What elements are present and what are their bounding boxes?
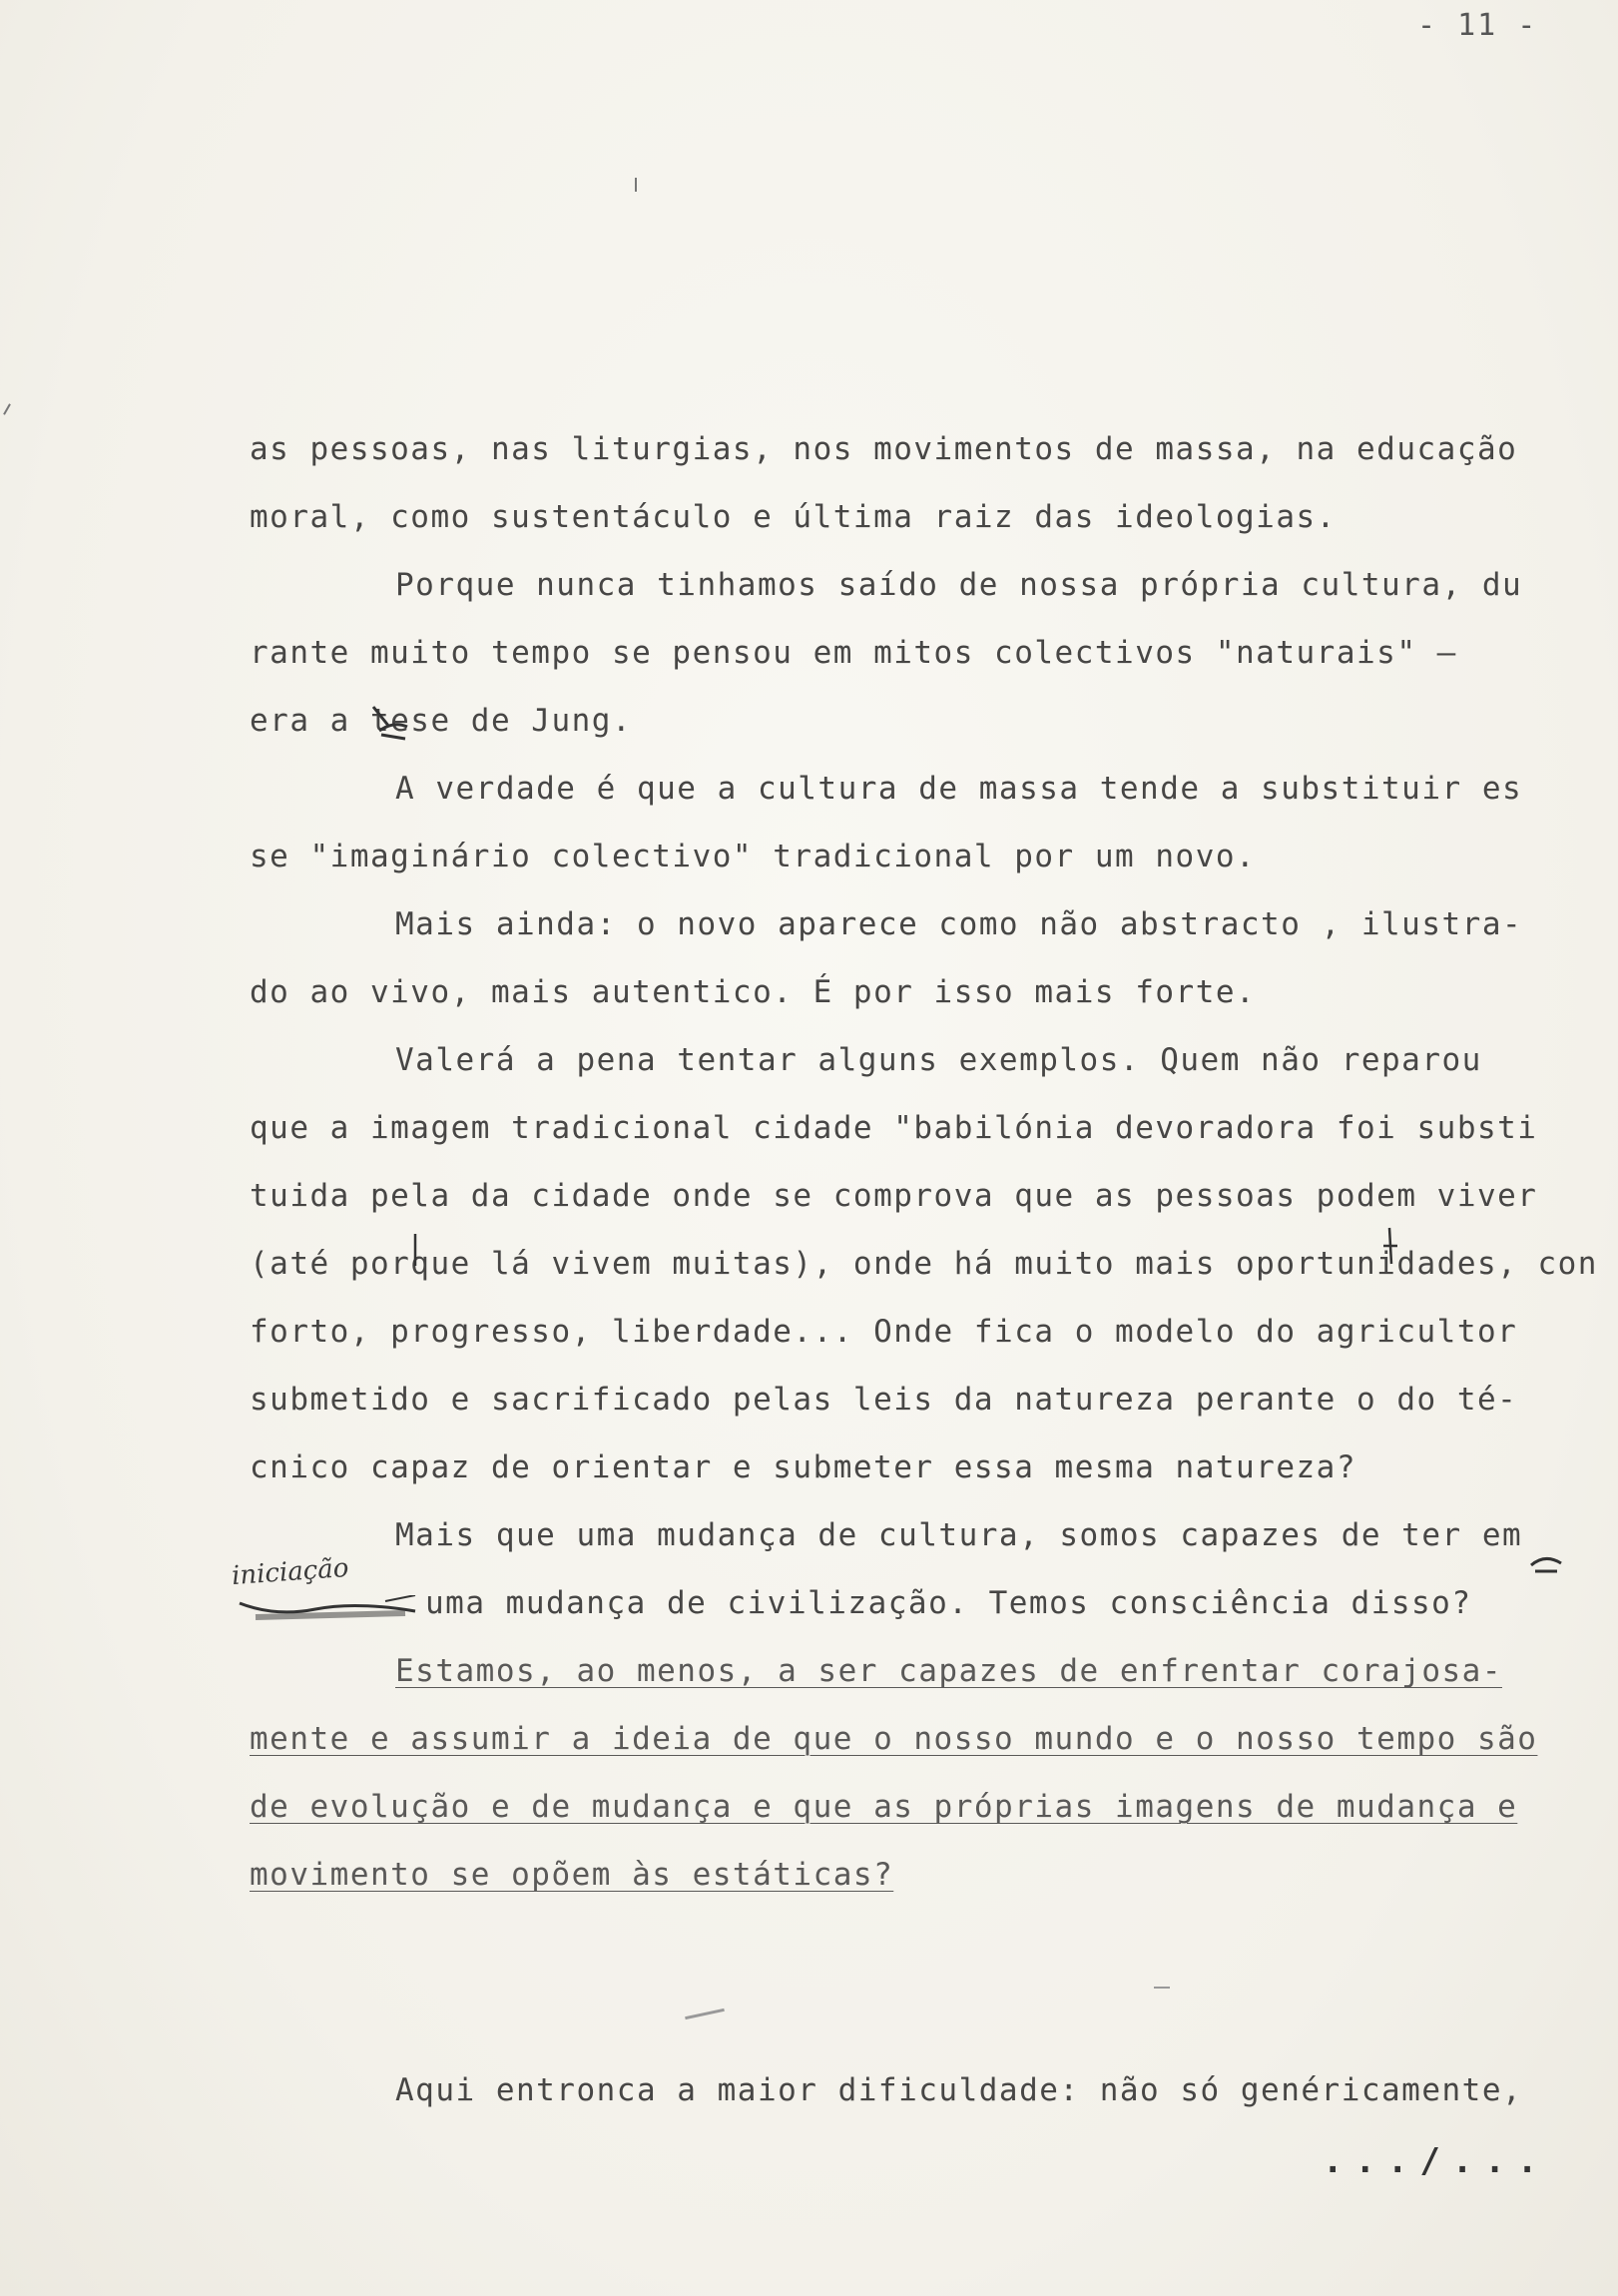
stray-mark	[1154, 1987, 1170, 1989]
stray-mark	[635, 178, 637, 192]
handwritten-insertion-mark	[401, 1230, 431, 1270]
handwritten-note: iniciação	[231, 1552, 350, 1592]
text-line: moral, como sustentáculo e última raiz das ideologias.	[250, 499, 1337, 535]
text-line: uma mudança de civilização. Temos consciência disso?	[425, 1585, 1472, 1621]
text-line: submetido e sacrificado pelas leis da natureza perante o do té-	[250, 1382, 1518, 1418]
underlined-text-line: mente e assumir a ideia de que o nosso mundo e o nosso tempo são	[250, 1721, 1538, 1757]
strikethrough-mark	[236, 1595, 425, 1625]
text-line: Porque nunca tinhamos saído de nossa própria cultura, du	[395, 567, 1523, 603]
text-line: Mais que uma mudança de cultura, somos capazes de ter em	[395, 1517, 1523, 1553]
text-line: Mais ainda: o novo aparece como não abstracto , ilustra-	[395, 906, 1523, 942]
text-line: cnico capaz de orientar e submeter essa mesma natureza?	[250, 1449, 1356, 1485]
handwritten-edit-mark	[367, 701, 417, 743]
text-line: rante muito tempo se pensou em mitos colectivos "naturais" —	[250, 635, 1457, 671]
text-line: que a imagem tradicional cidade "babilónia devoradora foi substi	[250, 1110, 1538, 1146]
underlined-text-line: movimento se opõem às estáticas?	[250, 1857, 894, 1893]
page-number: - 11 -	[1417, 8, 1538, 43]
text-line: tuida pela da cidade onde se comprova que as pessoas podem viver	[250, 1178, 1538, 1214]
continuation-mark: .../...	[1323, 2141, 1550, 2181]
text-line: A verdade é que a cultura de massa tende a substituir es	[395, 771, 1523, 807]
underlined-text-line: Estamos, ao menos, a ser capazes de enfrentar corajosa-	[395, 1653, 1502, 1689]
text-line: forto, progresso, liberdade... Onde fica o modelo do agricultor	[250, 1314, 1518, 1350]
text-line: Valerá a pena tentar alguns exemplos. Quem não reparou	[395, 1042, 1482, 1078]
stray-mark	[685, 2009, 725, 2019]
insertion-caret-mark	[1527, 1549, 1567, 1579]
text-line: as pessoas, nas liturgias, nos movimentos de massa, na educação	[250, 431, 1518, 467]
text-line: (até porque lá vivem muitas), onde há muito mais oportunidades, con	[250, 1246, 1598, 1282]
text-line: do ao vivo, mais autentico. É por isso mais forte.	[250, 974, 1257, 1010]
handwritten-insertion-mark	[1375, 1226, 1405, 1268]
stray-mark	[3, 403, 11, 414]
text-line: se "imaginário colectivo" tradicional por um novo.	[250, 839, 1257, 874]
text-line: era a tese de Jung.	[250, 703, 633, 739]
text-line: Aqui entronca a maior dificuldade: não só genéricamente,	[395, 2072, 1523, 2108]
underlined-text-line: de evolução e de mudança e que as próprias imagens de mudança e	[250, 1789, 1518, 1825]
